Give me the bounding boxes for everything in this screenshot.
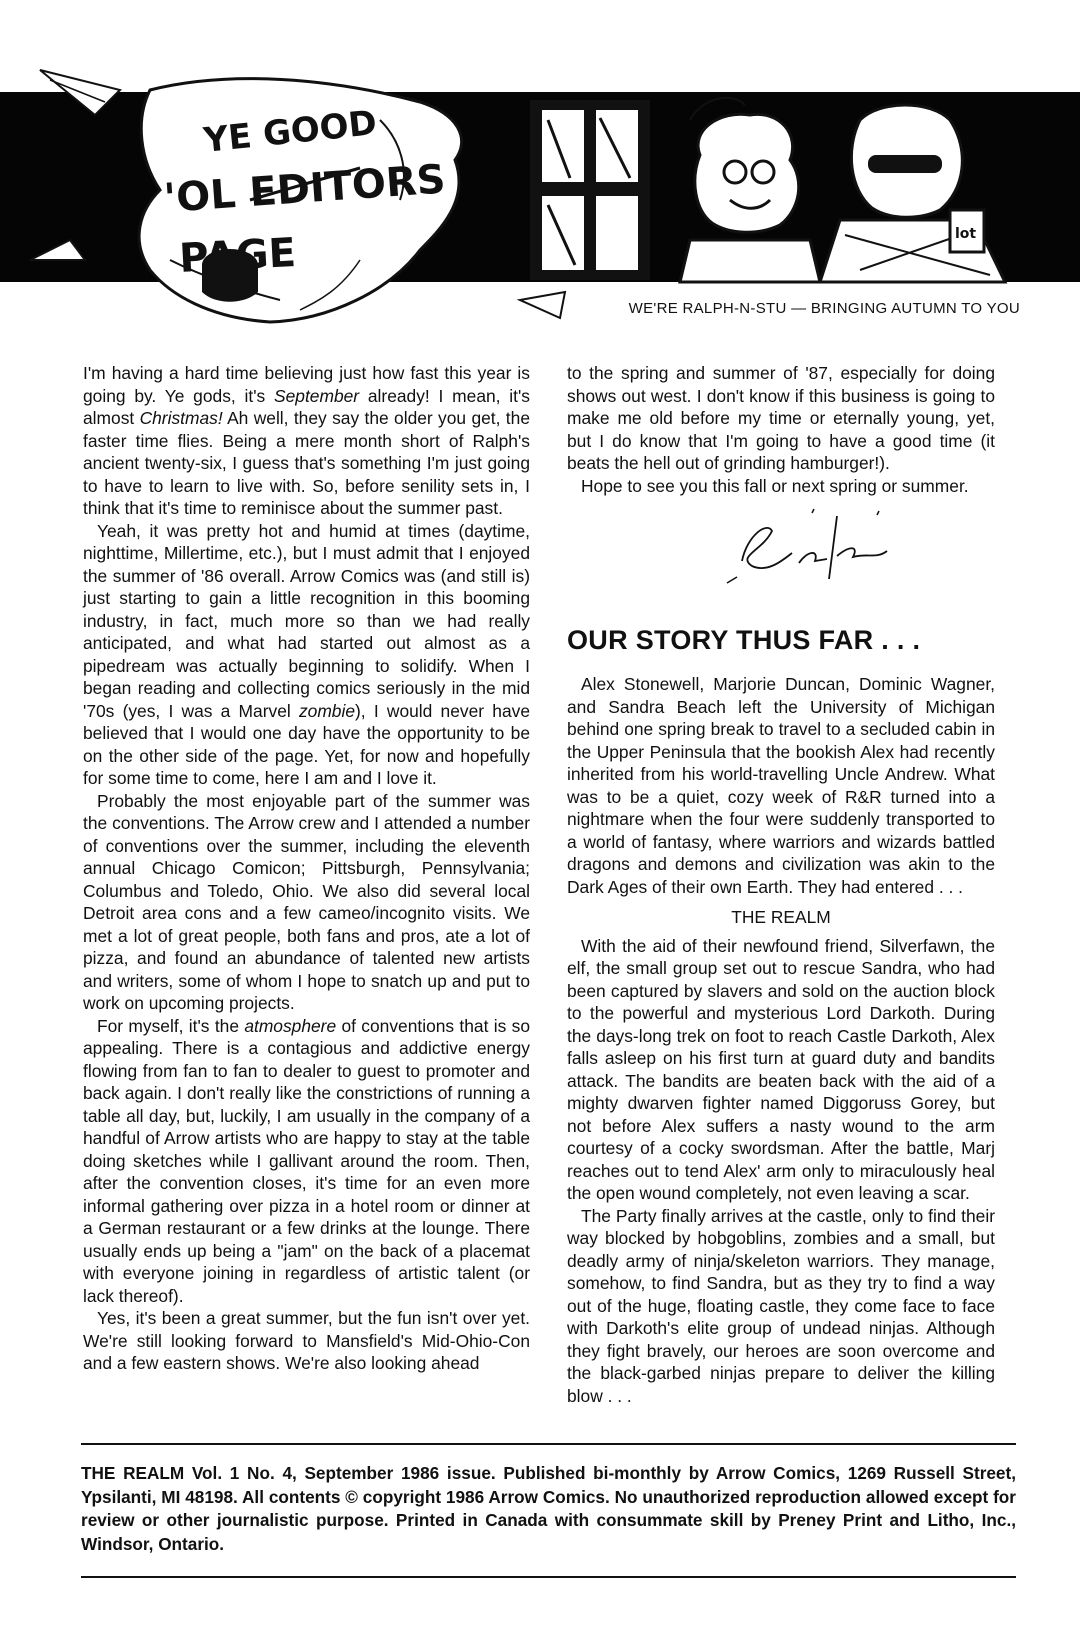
header-caption: WE'RE RALPH-N-STU — BRINGING AUTUMN TO YOU xyxy=(628,300,1020,317)
editorial-paragraph-5-start: Yes, it's been a great summer, but the fun isn't over yet. We're still looking forward to Mansfield's Mid-Ohio-Con and a few eastern shows. We're also looking ahead xyxy=(83,1308,530,1373)
banner-line-2: 'OL EDITORS xyxy=(162,156,447,222)
editorial-paragraph-3: Probably the most enjoyable part of the summer was the conventions. The Arrow crew and I attended a number of conventions over the summer, including the eleventh annual Chicago Comicon; Pittsburgh, Pennsylvania; Columbus and Toledo, Ohio. We also did several local Detroit area cons and a few cameo/incognito visits. We met a lot of great people, both fans and pros, ate a lot of pizza, and found an abundance of talented new artists and writers, some of whom I hope to snatch up and put to work on upcoming projects. xyxy=(83,790,530,1013)
editorial-paragraph-5-end: to the spring and summer of '87, especially for doing shows out west. I don't know if this business is going to make me old before my time or eternally young, yet, but I do know that I'm going to have a good time (it beats the hell out of grinding hamburger!). xyxy=(567,363,995,473)
mug-label: lot xyxy=(955,226,977,242)
story-realm-title: THE REALM xyxy=(731,907,831,927)
editorial-closing: Hope to see you this fall or next spring or summer. xyxy=(581,475,969,496)
editorial-paragraph-2: Yeah, it was pretty hot and humid at times (daytime, nighttime, Millertime, etc.), but I must admit that I enjoyed the summer of '86 overall. Arrow Comics was (and still is) just starting to gain a little recognition in this booming industry, in fact, much more so than we had really anticipated, and what had started out almost as a pipedream was actually beginning to solidify. When I began reading and collecting comics seriously in the mid '70s (yes, I was a Marvel zombie), I would never have believed that I would one day have the opportunity to be on the other side of the page. Yet, for now and hopefully for some time to come, here I am and I love it. xyxy=(83,520,530,788)
story-paragraph-3: The Party finally arrives at the castle, only to find their way blocked by hobgoblins, zombies and a small, but deadly army of ninja/skeleton warriors. They manage, somehow, to find Sandra, but as they try to find a way out of the huge, floating castle, they come face to face with Darkoth's elite group of undead ninjas. Although they fight bravely, our heroes are soon overcome and the black-garbed ninjas prepare to deliver the killing blow . . . xyxy=(567,1205,995,1406)
header-illustration xyxy=(0,60,1080,342)
publication-indicia: THE REALM Vol. 1 No. 4, September 1986 issue. Published bi-monthly by Arrow Comics, 1269 Russell Street, Ypsilanti, MI 48198. All contents © copyright 1986 Arrow Comics. No unauthorized reproduction allowed except for review or other journalistic purpose. Printed in Canada with consummate skill by Preney Print and Litho, Inc., Windsor, Ontario. xyxy=(81,1443,1016,1578)
editor-signature xyxy=(567,501,995,587)
story-paragraph-2: With the aid of their newfound friend, Silverfawn, the elf, the small group set out to rescue Sandra, who had been captured by slavers and sold on the auction block to the powerful and mysterious Lord Darkoth. During the days-long trek on foot to reach Castle Darkoth, Alex falls asleep on his first turn at guard duty and bandits attack. The bandits are beaten back with the aid of a mighty dwarven fighter named Diggoruss Gorey, but not before Alex suffers a nasty wound to the arm courtesy of a cocky swordsman. After the battle, Marj reaches out to tend Alex' arm only to miraculously heal the open wound completely, not even leaving a scar. xyxy=(567,935,995,1203)
editorial-paragraph-1: I'm having a hard time believing just how fast this year is going by. Ye gods, it's September already! I mean, it's almost Christmas! Ah well, they say the older you get, the faster time flies. Being a mere month short of Ralph's ancient twenty-six, I guess that's something I'm just going to have to learn to live with. So, before senility sets in, I think that it's time to reminisce about the summer past. xyxy=(83,363,530,518)
editorial-left-column xyxy=(83,362,530,1375)
leaf-icon xyxy=(520,292,565,318)
editorial-paragraph-4: For myself, it's the atmosphere of conventions that is so appealing. There is a contagious and addictive energy flowing from fan to fan to dealer to guest to promoter and back again. I don't really like the constrictions of running a table all day, but, luckily, I am usually in the company of a handful of Arrow artists who are happy to stay at the table doing sketches while I gallivant around the room. Then, after the convention closes, it's time for an even more informal gathering over pizza in a hotel room or dinner at a German restaurant or a few drinks at the lounge. There usually ends up being a "jam" on the back of a placemat with everyone joining in regardless of artistic talent (or lack thereof). xyxy=(83,1015,530,1306)
story-paragraph-1: Alex Stonewell, Marjorie Duncan, Dominic Wagner, and Sandra Beach left the University of Michigan behind one spring break to travel to a secluded cabin in the Upper Peninsula that the bookish Alex had recently inherited from his world-travelling Uncle Andrew. What was to be a quiet, cozy week of R&R turned into a nightmare when the four were suddenly transported to a world of fantasy, where warriors and wizards battled dragons and demons and civilization was akin to the Dark Ages of their own Earth. They had entered . . . xyxy=(567,674,995,897)
banner-line-1: YE GOOD xyxy=(201,103,379,161)
editors-page-header xyxy=(0,60,1080,342)
right-column xyxy=(567,362,995,1407)
window-icon xyxy=(530,100,650,280)
story-heading: OUR STORY THUS FAR . . . xyxy=(567,625,921,655)
signature-scribble xyxy=(742,516,887,579)
banner-line-3: PAGE xyxy=(178,229,298,282)
